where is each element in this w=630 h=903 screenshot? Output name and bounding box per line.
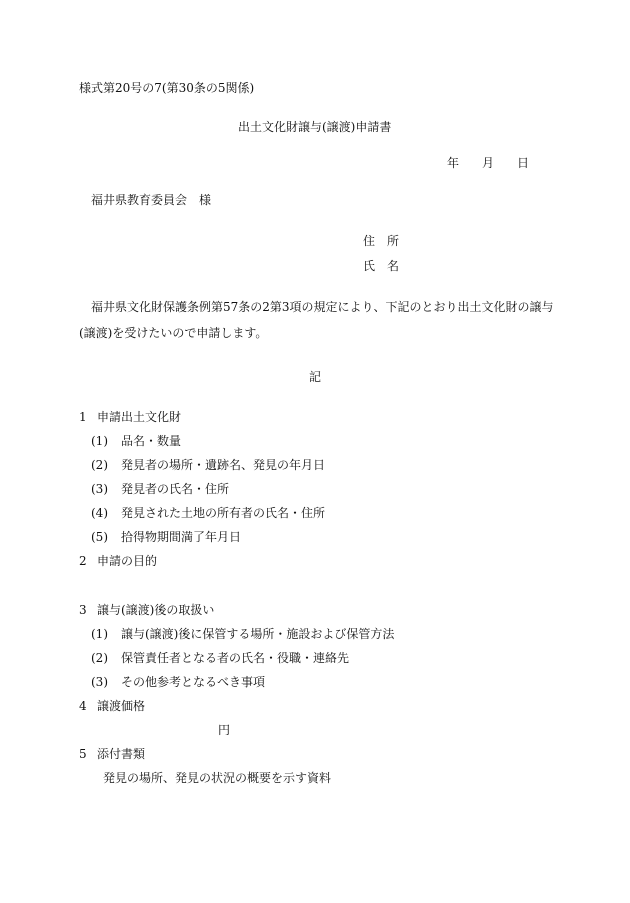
section-3-title: 譲与(譲渡)後の取扱い bbox=[97, 603, 215, 617]
date-day: 日 bbox=[517, 156, 530, 170]
document-title: 出土文化財譲与(譲渡)申請書 bbox=[238, 120, 392, 134]
section-1-item-text: 発見された土地の所有者の氏名・住所 bbox=[121, 506, 326, 520]
body-paragraph: 福井県文化財保護条例第57条の2第3項の規定により、下記のとおり出土文化財の譲与(譲渡)を受けたいので申請します。 bbox=[79, 300, 554, 340]
section-3-item-text: その他参考となるべき事項 bbox=[121, 675, 266, 689]
section-5-number: 5 bbox=[79, 747, 87, 761]
section-4-title: 譲渡価格 bbox=[97, 699, 146, 713]
section-1-item-text: 発見者の氏名・住所 bbox=[121, 482, 230, 496]
section-1-item-text: 品名・数量 bbox=[121, 434, 182, 448]
section-3-item-text: 譲与(譲渡)後に保管する場所・施設および保管方法 bbox=[121, 627, 395, 641]
section-3-item-text: 保管責任者となる者の氏名・役職・連絡先 bbox=[121, 651, 350, 665]
section-1-item-number: (3) bbox=[91, 482, 108, 496]
section-2-number: 2 bbox=[79, 554, 87, 568]
date-year: 年 bbox=[447, 156, 460, 170]
applicant-name-label: 氏 名 bbox=[363, 259, 400, 273]
section-1-item-text: 拾得物期間満了年月日 bbox=[121, 530, 242, 544]
price-unit: 円 bbox=[218, 723, 231, 737]
section-1-item-number: (2) bbox=[91, 458, 108, 472]
section-1-title: 申請出土文化財 bbox=[97, 410, 182, 424]
section-1-item-number: (5) bbox=[91, 530, 108, 544]
section-1-item-number: (1) bbox=[91, 434, 108, 448]
section-3-item-number: (2) bbox=[91, 651, 108, 665]
section-2-title: 申請の目的 bbox=[97, 554, 158, 568]
section-3-number: 3 bbox=[79, 603, 87, 617]
applicant-address-label: 住 所 bbox=[363, 234, 400, 248]
form-number: 様式第20号の7(第30条の5関係) bbox=[79, 81, 255, 95]
section-1-item-text: 発見者の場所・遺跡名、発見の年月日 bbox=[121, 458, 326, 472]
section-3-item-number: (1) bbox=[91, 627, 108, 641]
section-5-title: 添付書類 bbox=[97, 747, 146, 761]
attachment-description: 発見の場所、発見の状況の概要を示す資料 bbox=[103, 771, 332, 785]
section-3-item-number: (3) bbox=[91, 675, 108, 689]
section-1-item-number: (4) bbox=[91, 506, 108, 520]
date-month: 月 bbox=[482, 156, 495, 170]
addressee: 福井県教育委員会 様 bbox=[91, 193, 212, 207]
ki-heading: 記 bbox=[309, 370, 322, 384]
section-1-number: 1 bbox=[79, 410, 87, 424]
section-4-number: 4 bbox=[79, 699, 87, 713]
